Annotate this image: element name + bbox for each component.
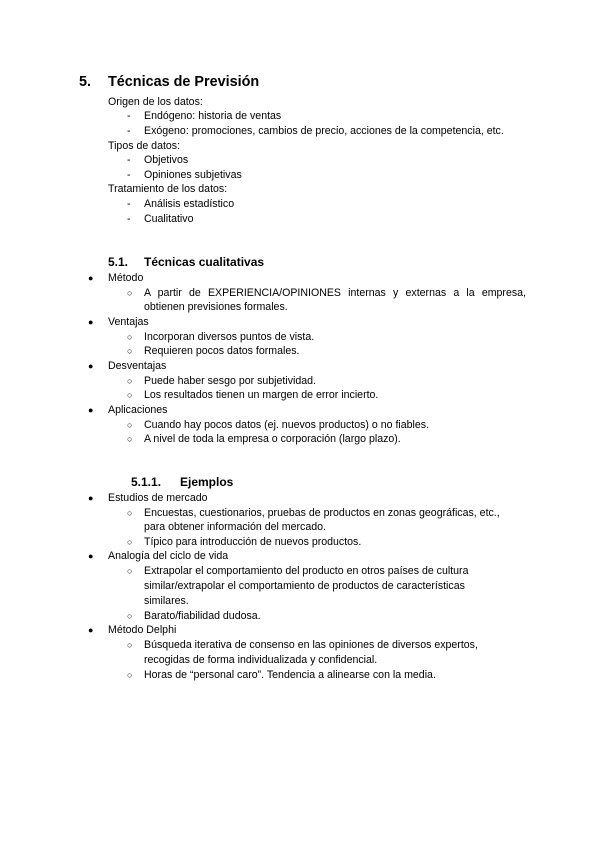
item-line: A nivel de toda la empresa o corporación (largo plazo). [144, 433, 401, 445]
bullet-dot: ● [88, 493, 94, 503]
tratamiento-item: Cualitativo [144, 213, 194, 225]
bullet-dot: ● [88, 551, 94, 561]
bullet-circle: ○ [127, 537, 133, 547]
item-line: recogidas de forma individualizada y confidencial. [144, 654, 378, 666]
bullet-dot: ● [88, 361, 94, 371]
bullet-circle: ○ [127, 376, 133, 386]
group-label: Método Delphi [108, 624, 177, 636]
dash-marker: - [127, 154, 131, 166]
bullet-circle: ○ [127, 611, 133, 621]
tipos-item: Opiniones subjetivas [144, 169, 242, 181]
tratamiento-label: Tratamiento de los datos: [108, 183, 228, 195]
tipos-label: Tipos de datos: [108, 140, 181, 152]
bullet-circle: ○ [127, 508, 133, 518]
group-label: Desventajas [108, 360, 167, 372]
item-line: Barato/fiabilidad dudosa. [144, 610, 261, 622]
item-line: Extrapolar el comportamiento del producto en otros países de cultura [144, 565, 469, 577]
item-line: Típico para introducción de nuevos productos. [144, 536, 362, 548]
group-label: Método [108, 272, 144, 284]
dash-marker: - [127, 169, 131, 181]
bullet-dot: ● [88, 625, 94, 635]
dash-marker: - [127, 110, 131, 122]
section-number: 5. [79, 74, 92, 90]
subsubsection-title: Ejemplos [180, 475, 234, 489]
dash-marker: - [127, 125, 131, 137]
bullet-dot: ● [88, 273, 94, 283]
bullet-dot: ● [88, 317, 94, 327]
item-line: para obtener información del mercado. [144, 521, 326, 533]
item-line: A partir de EXPERIENCIA/OPINIONES internas y externas a la empresa, [144, 287, 526, 299]
tratamiento-item: Análisis estadístico [144, 198, 235, 210]
bullet-circle: ○ [127, 346, 133, 356]
item-line: obtienen previsiones formales. [144, 301, 288, 313]
tipos-item: Objetivos [144, 154, 189, 166]
group-label: Ventajas [108, 316, 149, 328]
subsection-title: Técnicas cualitativas [144, 255, 265, 269]
item-line: Horas de “personal caro”. Tendencia a alinearse con la media. [144, 669, 436, 681]
dash-marker: - [127, 213, 131, 225]
subsubsection-number: 5.1.1. [131, 475, 162, 489]
group-label: Estudios de mercado [108, 492, 208, 504]
item-line: Los resultados tienen un margen de error incierto. [144, 389, 379, 401]
section-title: Técnicas de Previsión [108, 74, 260, 90]
group-label: Analogía del ciclo de vida [108, 550, 229, 562]
bullet-circle: ○ [127, 670, 133, 680]
origen-label: Origen de los datos: [108, 96, 203, 108]
item-line: Cuando hay pocos datos (ej. nuevos productos) o no fiables. [144, 419, 430, 431]
origen-item: Exógeno: promociones, cambios de precio, acciones de la competencia, etc. [144, 125, 504, 137]
group-label: Aplicaciones [108, 404, 168, 416]
bullet-circle: ○ [127, 390, 133, 400]
item-line: Requieren pocos datos formales. [144, 345, 300, 357]
item-line: Encuestas, cuestionarios, pruebas de productos en zonas geográficas, etc., [144, 507, 500, 519]
subsection-number: 5.1. [108, 255, 129, 269]
bullet-circle: ○ [127, 566, 133, 576]
item-line: similar/extrapolar el comportamiento de productos de características [144, 580, 465, 592]
origen-item: Endógeno: historia de ventas [144, 110, 282, 122]
bullet-circle: ○ [127, 640, 133, 650]
item-line: similares. [144, 595, 189, 607]
item-line: Puede haber sesgo por subjetividad. [144, 375, 316, 387]
bullet-circle: ○ [127, 434, 133, 444]
bullet-dot: ● [88, 405, 94, 415]
dash-marker: - [127, 198, 131, 210]
item-line: Incorporan diversos puntos de vista. [144, 331, 315, 343]
item-line: Búsqueda iterativa de consenso en las opiniones de diversos expertos, [144, 639, 478, 651]
bullet-circle: ○ [127, 288, 133, 298]
bullet-circle: ○ [127, 332, 133, 342]
bullet-circle: ○ [127, 420, 133, 430]
